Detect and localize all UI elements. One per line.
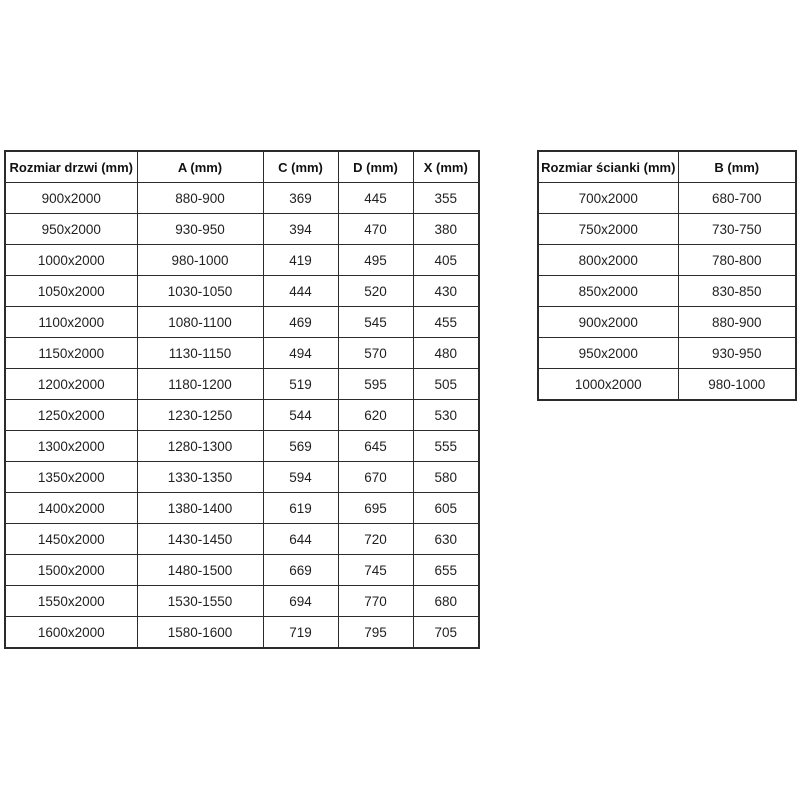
table-cell: 850x2000 bbox=[538, 276, 678, 307]
table-cell: 519 bbox=[263, 369, 338, 400]
table-cell: 595 bbox=[338, 369, 413, 400]
table-cell: 1380-1400 bbox=[137, 493, 263, 524]
column-header: Rozmiar ścianki (mm) bbox=[538, 151, 678, 183]
table-cell: 619 bbox=[263, 493, 338, 524]
table-row bbox=[5, 400, 479, 431]
table-row bbox=[5, 338, 479, 369]
table-cell: 880-900 bbox=[678, 307, 796, 338]
table-cell: 705 bbox=[413, 617, 479, 649]
table-cell: 1550x2000 bbox=[5, 586, 137, 617]
table-cell: 445 bbox=[338, 183, 413, 214]
table-cell: 1100x2000 bbox=[5, 307, 137, 338]
table-cell: 830-850 bbox=[678, 276, 796, 307]
table-cell: 355 bbox=[413, 183, 479, 214]
table-cell: 605 bbox=[413, 493, 479, 524]
table-cell: 520 bbox=[338, 276, 413, 307]
table-cell: 695 bbox=[338, 493, 413, 524]
column-header: A (mm) bbox=[137, 151, 263, 183]
table-cell: 670 bbox=[338, 462, 413, 493]
table-cell: 495 bbox=[338, 245, 413, 276]
table-cell: 1600x2000 bbox=[5, 617, 137, 649]
table-cell: 950x2000 bbox=[538, 338, 678, 369]
table-cell: 620 bbox=[338, 400, 413, 431]
column-header: C (mm) bbox=[263, 151, 338, 183]
table-cell: 405 bbox=[413, 245, 479, 276]
table-cell: 980-1000 bbox=[137, 245, 263, 276]
table-cell: 544 bbox=[263, 400, 338, 431]
table-row bbox=[5, 214, 479, 245]
table-cell: 570 bbox=[338, 338, 413, 369]
table-row bbox=[538, 245, 796, 276]
table-cell: 694 bbox=[263, 586, 338, 617]
table-cell: 950x2000 bbox=[5, 214, 137, 245]
table-cell: 1180-1200 bbox=[137, 369, 263, 400]
table-cell: 900x2000 bbox=[538, 307, 678, 338]
table-cell: 1480-1500 bbox=[137, 555, 263, 586]
table-row bbox=[538, 276, 796, 307]
table-cell: 1080-1100 bbox=[137, 307, 263, 338]
table-cell: 1280-1300 bbox=[137, 431, 263, 462]
table-cell: 630 bbox=[413, 524, 479, 555]
table-cell: 680-700 bbox=[678, 183, 796, 214]
table-cell: 530 bbox=[413, 400, 479, 431]
table-cell: 700x2000 bbox=[538, 183, 678, 214]
table-cell: 880-900 bbox=[137, 183, 263, 214]
table-row bbox=[5, 555, 479, 586]
table-cell: 800x2000 bbox=[538, 245, 678, 276]
table-cell: 680 bbox=[413, 586, 479, 617]
table-cell: 1300x2000 bbox=[5, 431, 137, 462]
table-cell: 730-750 bbox=[678, 214, 796, 245]
table-row bbox=[5, 586, 479, 617]
table-cell: 1150x2000 bbox=[5, 338, 137, 369]
column-header: B (mm) bbox=[678, 151, 796, 183]
table-row bbox=[538, 338, 796, 369]
table-cell: 780-800 bbox=[678, 245, 796, 276]
table-cell: 580 bbox=[413, 462, 479, 493]
table-cell: 1200x2000 bbox=[5, 369, 137, 400]
table-cell: 720 bbox=[338, 524, 413, 555]
table-cell: 494 bbox=[263, 338, 338, 369]
table-row bbox=[5, 369, 479, 400]
table-cell: 930-950 bbox=[137, 214, 263, 245]
table-cell: 900x2000 bbox=[5, 183, 137, 214]
door-table-header bbox=[5, 151, 479, 183]
table-row bbox=[5, 524, 479, 555]
table-cell: 930-950 bbox=[678, 338, 796, 369]
table-cell: 795 bbox=[338, 617, 413, 649]
table-row bbox=[5, 431, 479, 462]
table-cell: 1230-1250 bbox=[137, 400, 263, 431]
table-cell: 1530-1550 bbox=[137, 586, 263, 617]
table-row bbox=[5, 183, 479, 214]
table-cell: 480 bbox=[413, 338, 479, 369]
table-cell: 1130-1150 bbox=[137, 338, 263, 369]
table-row bbox=[5, 493, 479, 524]
table-cell: 1430-1450 bbox=[137, 524, 263, 555]
table-row bbox=[538, 214, 796, 245]
table-cell: 750x2000 bbox=[538, 214, 678, 245]
table-cell: 394 bbox=[263, 214, 338, 245]
table-row bbox=[5, 617, 479, 649]
header-row bbox=[538, 151, 796, 183]
table-cell: 369 bbox=[263, 183, 338, 214]
table-row bbox=[5, 307, 479, 338]
table-cell: 1000x2000 bbox=[5, 245, 137, 276]
table-row bbox=[538, 183, 796, 214]
table-cell: 470 bbox=[338, 214, 413, 245]
table-cell: 1050x2000 bbox=[5, 276, 137, 307]
table-cell: 1330-1350 bbox=[137, 462, 263, 493]
table-cell: 1400x2000 bbox=[5, 493, 137, 524]
table-cell: 1350x2000 bbox=[5, 462, 137, 493]
table-cell: 545 bbox=[338, 307, 413, 338]
table-cell: 719 bbox=[263, 617, 338, 649]
table-row bbox=[5, 276, 479, 307]
table-cell: 569 bbox=[263, 431, 338, 462]
table-cell: 1250x2000 bbox=[5, 400, 137, 431]
table-cell: 444 bbox=[263, 276, 338, 307]
table-cell: 594 bbox=[263, 462, 338, 493]
table-cell: 455 bbox=[413, 307, 479, 338]
column-header: X (mm) bbox=[413, 151, 479, 183]
table-cell: 770 bbox=[338, 586, 413, 617]
table-cell: 655 bbox=[413, 555, 479, 586]
table-cell: 505 bbox=[413, 369, 479, 400]
column-header: D (mm) bbox=[338, 151, 413, 183]
table-cell: 1000x2000 bbox=[538, 369, 678, 401]
table-row bbox=[5, 245, 479, 276]
table-cell: 419 bbox=[263, 245, 338, 276]
table-cell: 555 bbox=[413, 431, 479, 462]
table-cell: 1030-1050 bbox=[137, 276, 263, 307]
wall-table-header bbox=[538, 151, 796, 183]
table-cell: 430 bbox=[413, 276, 479, 307]
table-row bbox=[5, 462, 479, 493]
table-row bbox=[538, 369, 796, 401]
column-header: Rozmiar drzwi (mm) bbox=[5, 151, 137, 183]
header-row bbox=[5, 151, 479, 183]
wall-dimensions-table bbox=[537, 150, 797, 401]
table-cell: 644 bbox=[263, 524, 338, 555]
table-cell: 1500x2000 bbox=[5, 555, 137, 586]
table-cell: 980-1000 bbox=[678, 369, 796, 401]
table-cell: 745 bbox=[338, 555, 413, 586]
table-cell: 380 bbox=[413, 214, 479, 245]
table-cell: 1450x2000 bbox=[5, 524, 137, 555]
table-cell: 469 bbox=[263, 307, 338, 338]
wall-table-body bbox=[538, 183, 796, 401]
table-cell: 1580-1600 bbox=[137, 617, 263, 649]
table-row bbox=[538, 307, 796, 338]
door-table-body bbox=[5, 183, 479, 649]
table-cell: 645 bbox=[338, 431, 413, 462]
door-dimensions-table bbox=[4, 150, 480, 649]
table-cell: 669 bbox=[263, 555, 338, 586]
